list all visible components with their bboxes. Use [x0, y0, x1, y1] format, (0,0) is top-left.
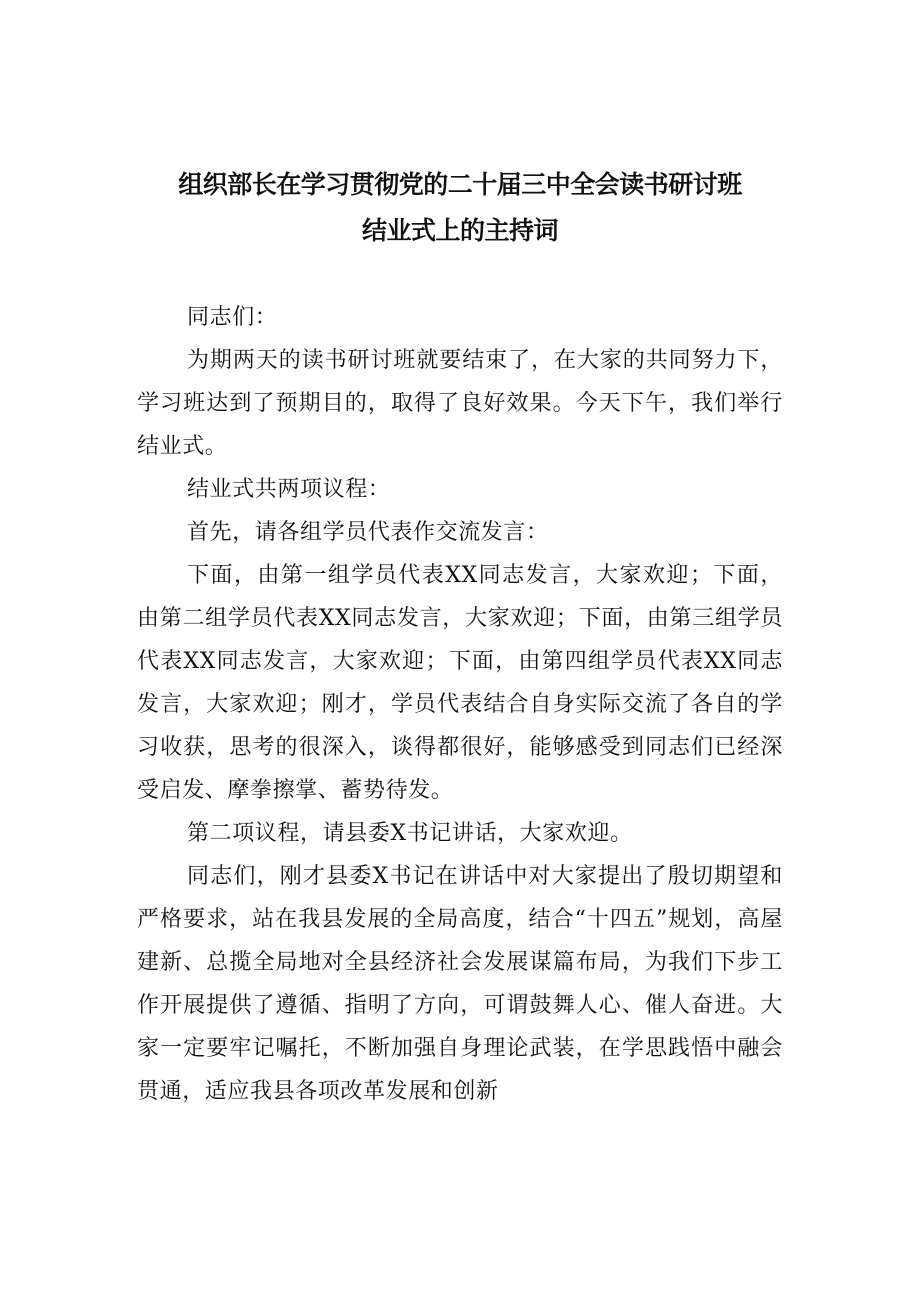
document-body	[137, 296, 783, 1113]
paragraph-second-item: 第二项议程，请县委X书记讲话，大家欢迎。	[187, 821, 633, 846]
paragraph-speeches: 下面，由第一组学员代表XX同志发言，大家欢迎；下面，由第二组学员代表XX同志发言，大家欢迎；下面，由第三组学员代表XX同志发言，大家欢迎；下面，由第四组学员代表XX同志发言，大家欢迎；刚才，学员代表结合自身实际交流了各自的学习收获，思考的很深入，谈得都很好，能够感受到同志们已经深受启发、摩拳擦掌、蓄势待发。	[137, 563, 783, 803]
salutation: 同志们：	[187, 305, 278, 330]
paragraph-opening: 为期两天的读书研讨班就要结束了，在大家的共同努力下，学习班达到了预期目的，取得了良好效果。今天下午，我们举行结业式。	[137, 348, 783, 459]
title-line-1: 组织部长在学习贯彻党的二十届三中全会读书研讨班	[178, 170, 742, 199]
document-title	[0, 162, 920, 254]
paragraph-agenda: 结业式共两项议程：	[187, 477, 391, 502]
title-line-2: 结业式上的主持词	[361, 216, 558, 245]
paragraph-first-item: 首先，请各组学员代表作交流发言：	[187, 520, 549, 545]
paragraph-closing: 同志们，刚才县委X书记在讲话中对大家提出了殷切期望和严格要求，站在我县发展的全局高度，结合“十四五”规划，高屋建新、总揽全局地对全县经济社会发展谋篇布局，为我们下步工作开展提供了遵循、指明了方向，可谓鼓舞人心、催人奋进。大家一定要牢记嘱托，不断加强自身理论武装，在学思践悟中融会贯通，适应我县各项改革发展和创新	[137, 864, 783, 1104]
